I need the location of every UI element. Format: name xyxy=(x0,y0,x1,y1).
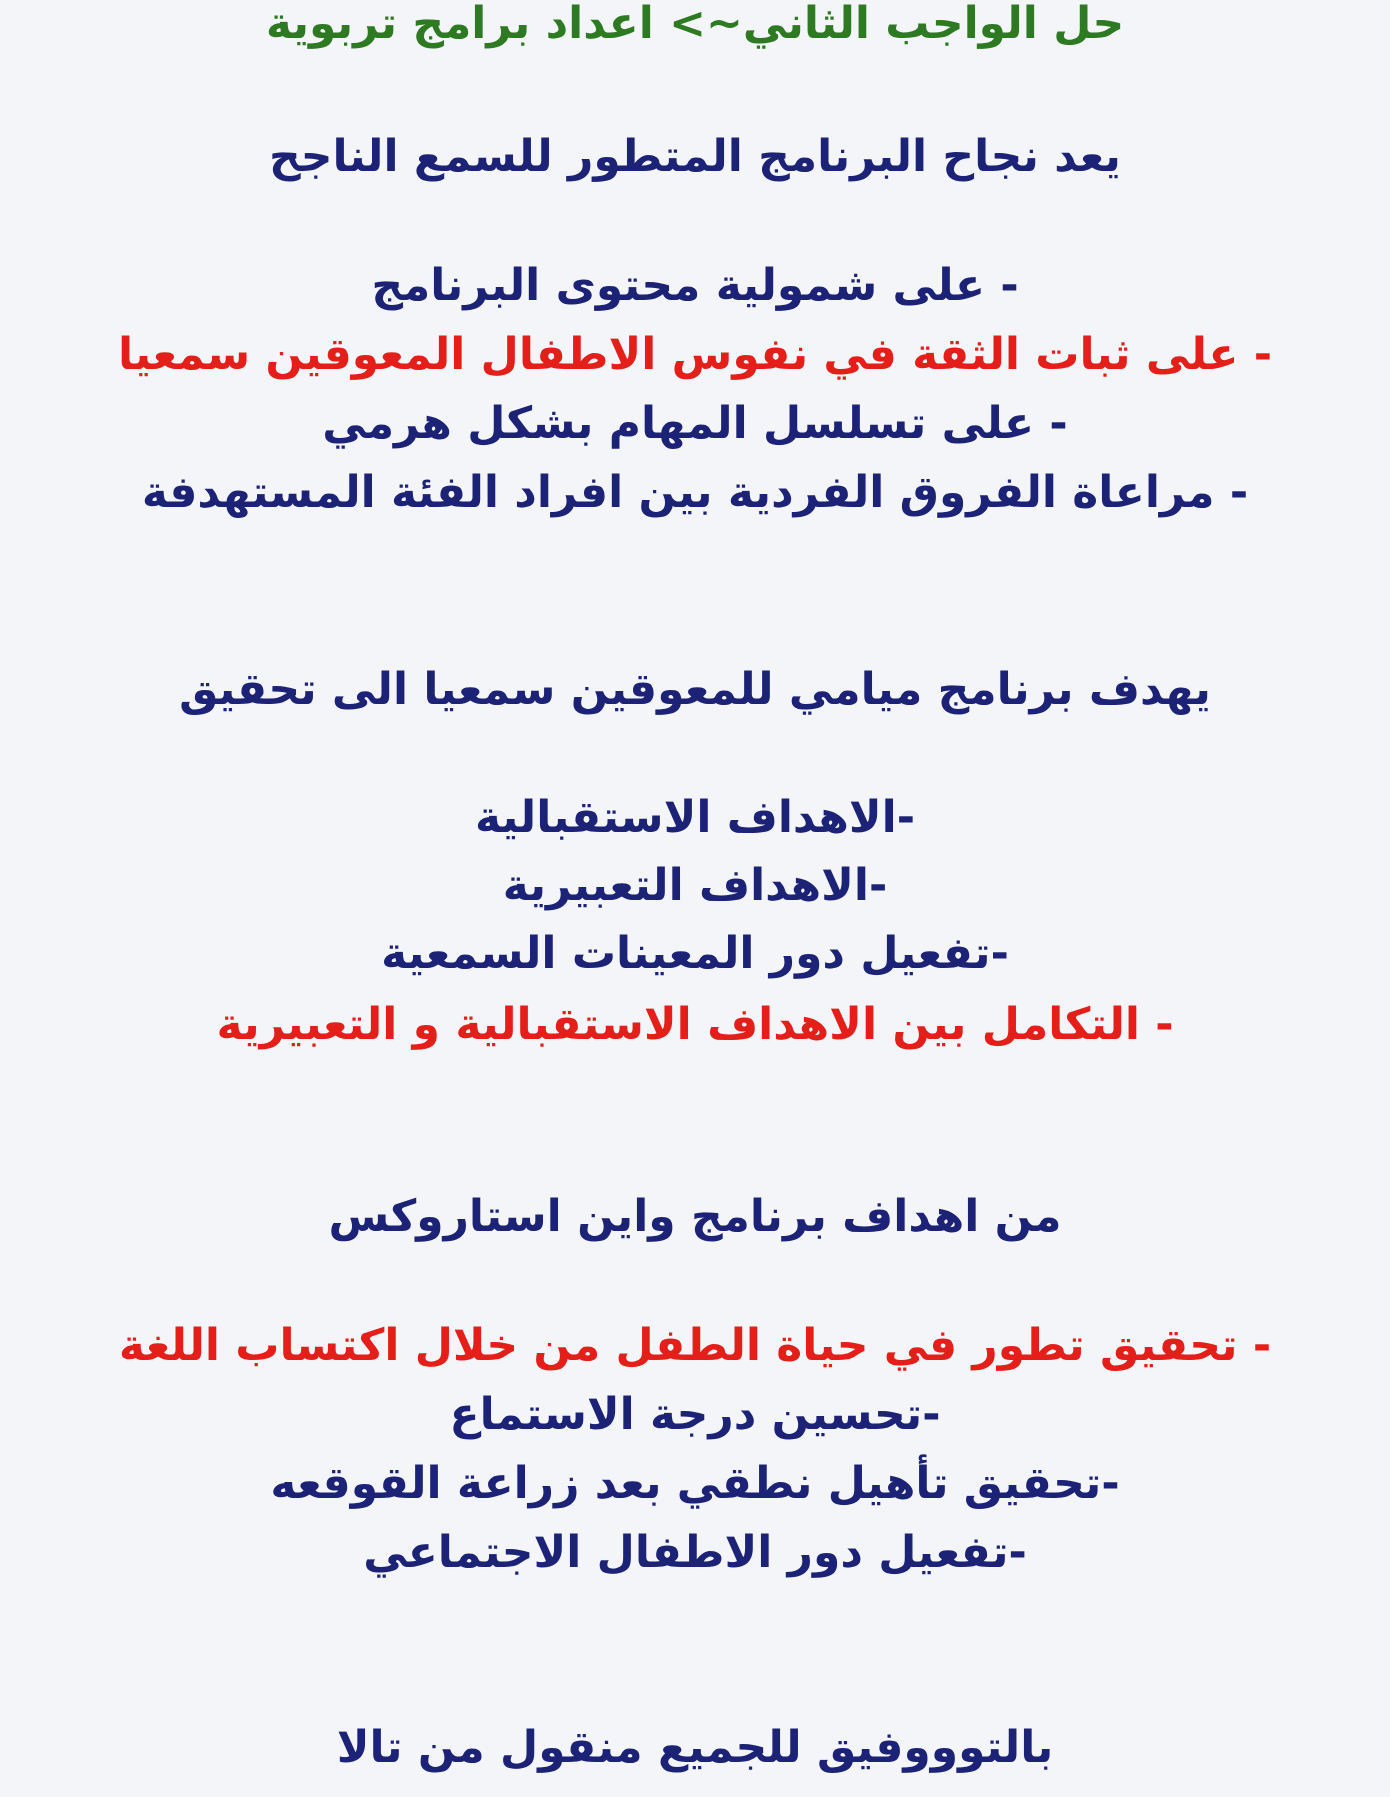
closing-note: بالتوووفيق للجميع منقول من تالا xyxy=(336,1722,1054,1773)
section-3-item-2: -تحسين درجة الاستماع xyxy=(449,1389,941,1440)
section-3-item-4: -تفعيل دور الاطفال الاجتماعي xyxy=(363,1527,1027,1578)
section-3-item-3: -تحقيق تأهيل نطقي بعد زراعة القوقعه xyxy=(270,1458,1120,1509)
section-2-item-2: -الاهداف التعبيرية xyxy=(502,860,888,911)
document-title: حل الواجب الثاني~> اعداد برامج تربوية xyxy=(265,0,1125,49)
section-1-item-3: - على تسلسل المهام بشكل هرمي xyxy=(322,398,1068,449)
section-3-heading: من اهداف برنامج واين استاروكس xyxy=(328,1191,1062,1242)
section-2-item-1: -الاهداف الاستقبالية xyxy=(475,792,915,843)
section-1-item-4: - مراعاة الفروق الفردية بين افراد الفئة المستهدفة xyxy=(141,467,1249,518)
section-2-heading: يهدف برنامج ميامي للمعوقين سمعيا الى تحقيق xyxy=(179,664,1211,715)
section-1-item-2: - على ثبات الثقة في نفوس الاطفال المعوقين سمعيا xyxy=(118,329,1272,380)
section-2-item-3: -تفعيل دور المعينات السمعية xyxy=(381,928,1009,979)
section-2-item-4: - التكامل بين الاهداف الاستقبالية و التعبيرية xyxy=(216,999,1174,1050)
section-1-heading: يعد نجاح البرنامج المتطور للسمع الناجح xyxy=(269,131,1121,182)
section-3-item-1: - تحقيق تطور في حياة الطفل من خلال اكتساب اللغة xyxy=(118,1320,1272,1371)
section-1-item-1: - على شمولية محتوى البرنامج xyxy=(371,260,1019,311)
